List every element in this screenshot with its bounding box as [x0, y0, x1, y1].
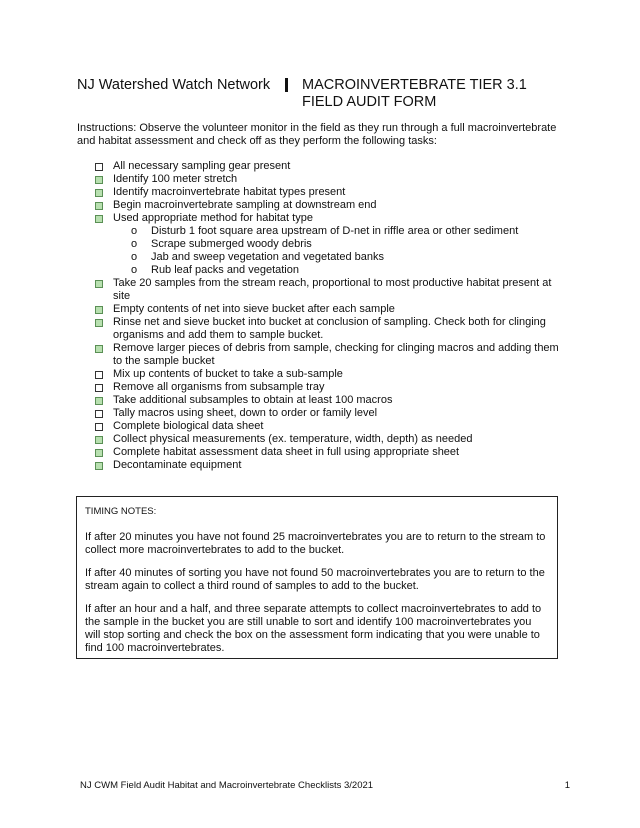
checklist-item [93, 303, 568, 316]
checkbox[interactable] [95, 306, 103, 314]
habitat-method-item [113, 225, 568, 238]
checklist-item-label: Complete habitat assessment data sheet in full using appropriate sheet [113, 446, 460, 458]
checkbox[interactable] [95, 371, 103, 379]
checklist-item [93, 342, 568, 368]
checklist-item [93, 186, 568, 199]
timing-note: If after 20 minutes you have not found 25 macroinvertebrates you are to return to the stream to collect more macroinvertebrates to add to the bucket. [85, 531, 546, 556]
sub-bullet: o [131, 238, 138, 250]
habitat-method-list [113, 225, 568, 277]
checkbox[interactable] [95, 449, 103, 457]
checklist-item-label: Take 20 samples from the stream reach, proportional to most productive habitat present at site [113, 277, 552, 302]
checkbox[interactable] [95, 410, 103, 418]
checkbox[interactable] [95, 319, 103, 327]
checklist-item-label: Complete biological data sheet [113, 420, 264, 432]
checklist-item [93, 459, 568, 472]
sub-bullet: o [131, 225, 138, 237]
page-number: 1 [564, 780, 570, 791]
habitat-method-item [113, 264, 568, 277]
checkbox[interactable] [95, 189, 103, 197]
checkbox[interactable] [95, 202, 103, 210]
timing-note: If after 40 minutes of sorting you have not found 50 macroinvertebrates you are to return to the stream again to collect a third round of samples to add to the bucket. [85, 567, 545, 592]
organization-name: NJ Watershed Watch Network [77, 77, 271, 93]
checklist-item-label: Begin macroinvertebrate sampling at downstream end [113, 199, 377, 211]
header-separator [285, 78, 288, 92]
checkbox[interactable] [95, 280, 103, 288]
checklist-item-label: Identify macroinvertebrate habitat types present [113, 186, 346, 198]
checklist-item-label: Used appropriate method for habitat type [113, 212, 313, 224]
checkbox[interactable] [95, 436, 103, 444]
habitat-method-label: Disturb 1 foot square area upstream of D-net in riffle area or other sediment [151, 225, 519, 237]
checklist-item-label: Empty contents of net into sieve bucket after each sample [113, 303, 395, 315]
checkbox[interactable] [95, 423, 103, 431]
checklist-item [93, 277, 568, 303]
checkbox[interactable] [95, 462, 103, 470]
checklist-item [93, 173, 568, 186]
checklist-item-label: Identify 100 meter stretch [113, 173, 238, 185]
checklist-item [93, 368, 568, 381]
checklist-item [93, 381, 568, 394]
checklist-item-label: Tally macros using sheet, down to order or family level [113, 407, 378, 419]
checkbox[interactable] [95, 345, 103, 353]
instructions-text: Instructions: Observe the volunteer monitor in the field as they run through a full macroinvertebrate and habitat assessment and check off as they perform the following tasks: [77, 122, 557, 147]
checklist-item-label: Take additional subsamples to obtain at least 100 macros [113, 394, 393, 406]
checklist-item [93, 212, 568, 277]
task-checklist [93, 160, 568, 472]
form-title [302, 77, 527, 111]
timing-notes-heading: TIMING NOTES: [85, 506, 157, 517]
checkbox[interactable] [95, 397, 103, 405]
checklist-item [93, 316, 568, 342]
page-header [77, 77, 577, 113]
sub-bullet: o [131, 264, 138, 276]
form-title-line-1: MACROINVERTEBRATE TIER 3.1 [302, 77, 527, 93]
form-title-line-2: FIELD AUDIT FORM [302, 94, 437, 110]
habitat-method-item [113, 251, 568, 264]
checklist-item [93, 394, 568, 407]
checklist-item-label: Decontaminate equipment [113, 459, 242, 471]
checklist-item-label: All necessary sampling gear present [113, 160, 291, 172]
sub-bullet: o [131, 251, 138, 263]
checkbox[interactable] [95, 176, 103, 184]
checklist-item-label: Remove all organisms from subsample tray [113, 381, 325, 393]
checklist-item-label: Rinse net and sieve bucket into bucket at conclusion of sampling. Check both for clinging organisms and add them to sample bucket. [113, 316, 546, 341]
checklist-item [93, 160, 568, 173]
checkbox[interactable] [95, 384, 103, 392]
checkbox[interactable] [95, 215, 103, 223]
checklist-item-label: Mix up contents of bucket to take a sub-sample [113, 368, 343, 380]
checklist-item [93, 199, 568, 212]
habitat-method-label: Scrape submerged woody debris [151, 238, 312, 250]
checklist-item [93, 407, 568, 420]
habitat-method-label: Jab and sweep vegetation and vegetated banks [151, 251, 385, 263]
habitat-method-label: Rub leaf packs and vegetation [151, 264, 299, 276]
timing-notes-box [76, 496, 558, 659]
checklist-item [93, 433, 568, 446]
checklist-item-label: Remove larger pieces of debris from sample, checking for clinging macros and adding them to the sample bucket [113, 342, 559, 367]
timing-note: If after an hour and a half, and three separate attempts to collect macroinvertebrates to add to the sample in the bucket you are still unable to sort and identify 100 macroinvertebrates you will stop sorting and check the box on the assessment form indicating that you were unable to find 100 macroinvertebrates. [85, 603, 542, 654]
habitat-method-item [113, 238, 568, 251]
checklist-item [93, 446, 568, 459]
checklist-item [93, 420, 568, 433]
checkbox[interactable] [95, 163, 103, 171]
checklist-item-label: Collect physical measurements (ex. temperature, width, depth) as needed [113, 433, 473, 445]
footer-text: NJ CWM Field Audit Habitat and Macroinvertebrate Checklists 3/2021 [80, 780, 374, 791]
page-footer [80, 780, 570, 791]
